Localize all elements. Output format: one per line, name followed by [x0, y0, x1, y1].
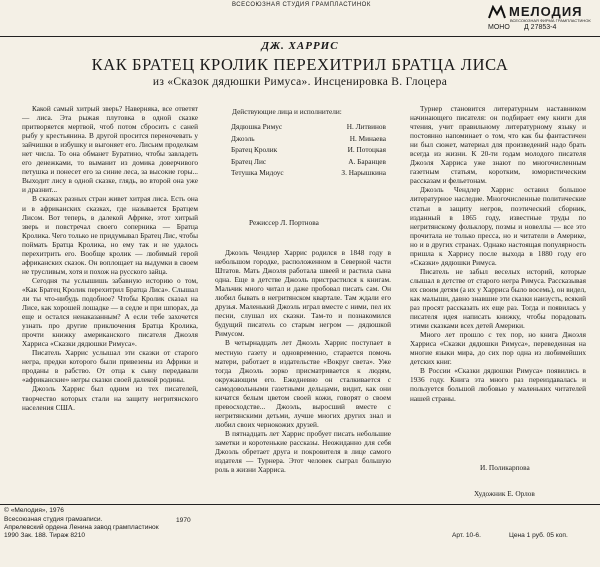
logo-name: МЕЛОДИЯ [509, 4, 583, 19]
melodiya-emblem-icon [488, 5, 506, 19]
catalog-number: Д 27853-4 [524, 24, 557, 31]
paragraph: Сегодня ты услышишь забавную историю о том, «Как Братец Кролик перехитрил Братца Лиса». Слышал ли ты что-нибудь подобное? Чтобы Кролик сказал на Лисе, как хорошей лошадке — в седле и при шпорах, да еще и остался ненаказанным? А если тебе захочется узнать про другие приключения Братца Кролика, прочти книжку американского писателя Джоэля Харриса «Сказки дядюшки Римуса». [22, 275, 198, 349]
cast-role: Братец Кролик [231, 145, 278, 154]
cast-row [231, 122, 386, 134]
intro-column [22, 104, 198, 412]
cast-actor: Н. Минаева [349, 133, 386, 143]
page-title: КАК БРАТЕЦ КРОЛИК ПЕРЕХИТРИЛ БРАТЦА ЛИСА [91, 55, 509, 74]
cast-row [231, 134, 386, 146]
cast-actor: Н. Литвинов [346, 122, 386, 131]
cast-role: Братец Лис [231, 156, 267, 166]
footer-year: 1970 [176, 517, 191, 524]
author-name: ДЖ. ХАРРИС [261, 40, 339, 52]
melodiya-logo [488, 4, 591, 23]
print-info: 1990 Зак. 188. Тираж 8210 [4, 532, 86, 539]
price: Цена 1 руб. 05 коп. [509, 532, 568, 539]
artist-credit: Художник Е. Орлов [474, 489, 535, 498]
factory-name: Апрелевский ордена Ленина завод грампластинок [4, 524, 159, 531]
cast-actor: И. Потоцкая [347, 145, 386, 154]
paragraph: Джоэль Чендлер Харрис родился в 1848 году в небольшом городке, расположенном в Северной части Штатов. Мать Джоэля работала швеей и растила сына одна. Еще в детстве Джоэль пристрастился к книгам. Мальчик много читал и даже пробовал писать сам. Он любил бывать в негритянском квартале. Там ждали его друзья. Маленький Джоэль играл вместе с ними, пел их песни, слушал их сказки. Там-то и познакомился будущий писатель со старым негром — дядюшкой Римусом. [215, 248, 391, 339]
article-number: Арт. 10-6. [452, 532, 481, 539]
cast-role: Тетушка Мидоус [231, 168, 284, 177]
biography-column [215, 248, 391, 474]
cast-role: Дядюшка Римус [231, 122, 283, 131]
paragraph: Джоэль Харрис был одним из тех писателей, творчество которых стали на защиту негритянского населения США. [22, 384, 198, 412]
paragraph: Джоэль Чендлер Харрис оставил большое литературное наследие. Многочисленные политические статьи в защиту негров, поэтический сборник, изданный в 1865 году, известные труды по негритянскому фольклору, позмы и новеллы — все это прочитала не только пресса, но и читатели в Америке, но и в других странах. Однако настоящая популярность пришла к Харрису после выхода в 1880 году его «Сказки» дядюшки Римуса. [410, 185, 586, 267]
footer-divider [0, 504, 600, 505]
cast-heading: Действующие лица и исполнители: [232, 107, 342, 116]
cast-actor: А. Баранцев [348, 156, 386, 166]
header-divider [0, 36, 600, 37]
cast-role: Джоэль [231, 133, 255, 143]
studio-caption: ВСЕСОЮЗНАЯ СТУДИЯ ГРАМПЛАСТИНОК [232, 2, 371, 8]
director-credit: Режиссер Л. Портнова [249, 218, 319, 227]
page-subtitle: из «Сказок дядюшки Римуса». Инсценировка В. Глоцера [152, 76, 448, 88]
paragraph: В четырнадцать лет Джоэль Харрис поступает в местную газету и одновременно, старается помочь матери, работает в издательстве «Вокруг света». Уже тогда Джоэль зорко присматривается к людям, окружающим его. Ежедневно он сталкивается с самодовольными газетными дельцами, видит, как они кичатся белым цветом своей кожи, говорят о своем превосходстве... Джоэль, выросший вместе с негритянскими детьми, лучше многих других знал и любил своих чернокожих друзей. [215, 338, 391, 429]
cast-row [231, 168, 386, 180]
record-header [0, 0, 600, 36]
paragraph: Турнер становится литературным наставником начинающего писателя: он подбирает ему книги для чтения, учит правильному литературному языку и постоянно напоминает о том, что как бы фантастичен ни был сюжет, материал для произведений надо брать всегда из жизни. К 20-ти годам молодого писателя Джоэля Харриса уже знают по многочисленным газетным статьям, коротким, юмористическим рассказам и фельетонам. [410, 104, 586, 186]
cast-actor: З. Нарышкина [341, 168, 386, 177]
copyright: © «Мелодия», 1976 [4, 507, 64, 514]
legacy-column [410, 104, 586, 403]
essay-signature: И. Поликарпова [480, 463, 530, 472]
studio-name: Всесоюзная студия грамзаписи. [4, 516, 103, 523]
paragraph: В России «Сказки дядюшки Римуса» появились в 1936 году. Книга эта много раз переиздавалась и пользуется большой любовью у маленьких читателей нашей страны. [410, 366, 586, 403]
logo-subtitle: ВСЕСОЮЗНАЯ ФИРМА ГРАМПЛАСТИНОК [510, 18, 591, 23]
paragraph: В сказках разных стран живет хитрая лиса. Есть она и в африканских сказках, где называется Братцем Лисом. Вот теперь, в далекой Африке, этот хитрый зверь и повстречал своего соперника — Братца Кролика. Чего только не придумывал Братец Лис, чтобы поймать Братца Кролика, но ему так и не удалось перехитрить его. Вообще кролик — любимый герой африканских сказок. Он воплощает на выдумки в своем не трусливым, хотя и похож на русского зайца. [22, 194, 198, 276]
paragraph: Писатель не забыл веселых историй, которые слышал в детстве от старого негра Римуса. Рассказывая их своим детям (а их у Харриса было восемь), он видел, как малыши, давно знавшие эти сказки наизусть, всякий раз просят рассказать их еще раз. Тогда и появилась у писателя идея написать книжку, чтобы порадовать этими сказками всех детей Америки. [410, 266, 586, 331]
cast-list [231, 122, 386, 180]
paragraph: Много лет прошло с тех пор, но книга Джоэля Харриса «Сказки дядюшки Римуса», переведенная на многие языки мира, до сих пор одна из любимейших детских книг. [410, 330, 586, 367]
paragraph: Какой самый хитрый зверь? Наверняка, все ответят — лиса. Эта рыжая плутовка в одной сказке притворяется мертвой, чтоб потом сбросить с саней рыбу у крестьянина. В другой просится переночевать у зайчишки в избушку и выгоняет его. Лисьим проделкам нет числа. То она обманет Буратино, чтобы завладеть его денежками, то выманит из домика доверчивого петушка и понесет его за синие леса, за высокие горы... Выходит лису в одной сказке, глядь, во второй она уже и дразнит... [22, 104, 198, 195]
cast-row [231, 145, 386, 157]
mono-label: МОНО [488, 24, 510, 31]
paragraph: В пятнадцать лет Харрис пробует писать небольшие заметки и коротенькие рассказы. Неожиданно для себя Джоэль обретает друга и покровителя в лице самого издателя — Турнера. Этот человек сыграл большую роль в жизни Харриса. [215, 428, 391, 475]
paragraph: Писатель Харрис услышал эти сказки от старого негра, предки которого были привезены из Африки и проданы в рабство. От отца к сыну передавали «африканские» негры сказки своей далекой родины. [22, 348, 198, 385]
cast-row [231, 157, 386, 169]
